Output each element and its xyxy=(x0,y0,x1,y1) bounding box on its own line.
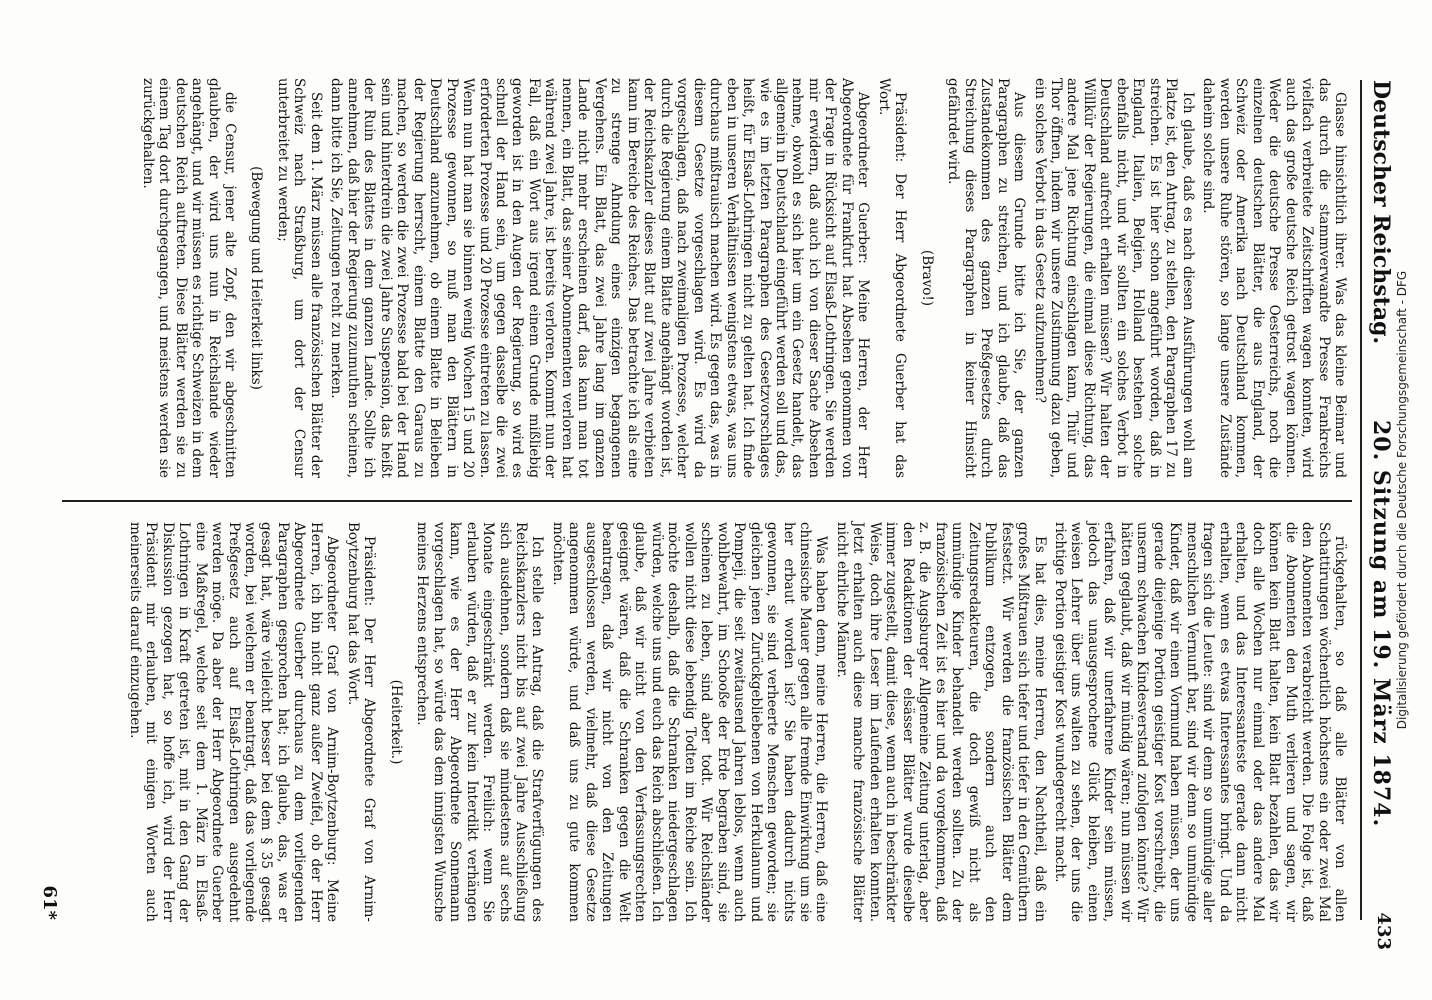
paragraph: Es hat dies, meine Herren, den Nachtheil, daß ein großes Mißtrauen sich tiefer und tiefer in den Gemüthern festsetzt. Wir werden die französischen Blätter dem Publikum entzogen, sondern auch den Zeitungsredakteuren, die doch gewiß nicht als unmündige Kinder behandelt werden sollten. Zu der französischen Zeit ist es hier und da vorgekommen, daß z. B. die Augsburger Allgemeine Zeitung unterlag, aber den Redaktionen der elsässer Blätter wurde dieselbe immer zugestellt, damit diese, wenn auch in beschränkter Weise, doch ihre Leser im Laufenden erhalten konnten. Jetzt erhalten auch diese manche französische Blätter nicht ehrliche Männer. xyxy=(833,522,1048,922)
signature-mark: 61* xyxy=(39,885,60,920)
paragraph: Abgeordneter Graf von Arnim-Boytzenburg: Meine Herren, ich bin nicht ganz außer Zweifel, ob der Herr Abgeordnete Guerber durchaus zu dem vorliegenden Paragraphen gesprochen hat; ich glaube, das, was er gesagt hat, wäre vielleicht besser bei dem § 35 gesagt worden, bei welchem er beantragt, daß das vorliegende Preßgesetz auch auf Elsaß-Lothringen ausgedehnt werden möge. Da aber der Herr Abgeordnete Guerber eine Maßregel, welche seit dem 1. März in Elsaß-Lothringen in Kraft getreten ist, mit in den Gang der Diskussion gezogen hat, so hoffe ich, wird der Herr Präsident mir erlauben, mit einigen Worten auch meinerseits darauf einzugehen. xyxy=(126,522,341,922)
paragraph: Präsident: Der Herr Abgeordnete Guerber hat das Wort. xyxy=(875,78,909,478)
digitization-note-text: Digitalisierung gefördert durch die Deutsche Forschungsgemeinschaft - DFG xyxy=(1395,270,1409,730)
page-number: 433 xyxy=(1373,912,1394,950)
journal-title: Deutscher Reichstag. xyxy=(1368,80,1394,345)
session-title: 20. Sitzung am 19. März 1874. xyxy=(1368,420,1394,828)
stage-direction: (Bravo!) xyxy=(918,249,935,307)
digitization-note xyxy=(1390,0,1430,1000)
paragraph: Ich stelle den Antrag, daß die Strafverfügungen des Reichskanzlers nicht bis auf zwei Jahre Ausschließung sich ausdehnen, sondern daß sie mindestens auf sechs Monate eingeschränkt werden. Freilich: wenn Sie erlauben würden, daß er zur kein Interdikt verhängen kann, wie es der Herr Abgeordnete Sonnemann vorgeschlagen hat, so würde das dem innigsten Wunsche meines Herzens entsprechen. xyxy=(414,522,546,922)
paragraph: Seit dem 1. März müssen alle französischen Blätter der Schweiz nach Straßburg, um dort der Censur unterbreitet zu werden; xyxy=(274,78,324,478)
stage-direction: (Bewegung und Heiterkeit links) xyxy=(248,166,265,390)
paragraph: Ich glaube, daß es nach diesen Ausführungen wohl am Platze ist, den Antrag, zu stellen, den Paragraphen 17 zu streichen. Es ist hier schon angeführt worden, daß in England, Italien, Belgien, Holland bestehen solche ebenfalls nicht, und wir sollten ein solches Verbot in Deutschland aufrecht erhalten müssen? Wir halten der Willkür der Regierungen, die einmal diese Richtung, das andere Mal jene Richtung einschlagen kann, Thür und Thor öffnen, indem wir unsere Zustimmung dazu geben, ein solches Verbot in das Gesetz aufzunehmen? xyxy=(1031,78,1196,478)
stage-direction: (Heiterkeit.) xyxy=(387,679,404,765)
paragraph: Präsident: Der Herr Abgeordnete Graf von Arnim-Boytzenburg hat das Wort. xyxy=(344,522,378,922)
paragraph: Aus diesem Grunde bitte ich Sie, der ganzen Paragraphen zu streichen, und ich glaube, daß das Zustandekommen des ganzen Preßgesetzes durch Streichung dieses Paragraphen in keiner Hinsicht gefährdet wird. xyxy=(945,78,1028,478)
header-rule xyxy=(1360,80,1362,920)
paragraph: Glasse hinsichtlich ihrer. Was das kleine Beimar und das durch die stammverwandte Presse Frankreichs vielfach verbreitete Zeitschriften wagen konnten, wird auch das große deutsche Reich getrost wagen können. Weder die deutsche Presse Oesterreichs, noch die einzelnen deutschen Blätter, die aus England, der Schweiz oder Amerika nach Deutschland kommen, werden unsere Ruhe stören, so lange unsere Zustände daheim solche sind. xyxy=(1200,78,1348,478)
paragraph: Was haben denn, meine Herren, die Herren, daß eine chinesische Mauer gegen alle fremde Einwirkung um sie her erbaut worden ist? Sie haben dadurch nichts gewonnen, sie sind verheerte Menschen geworden; sie gleichen jenen Zurückgebliebenen von Herkulanum und Pompeji, die seit zweitausend Jahren leblos, wenn auch wohlbewahrt, im Schooße der Erde begraben sind, sie scheinen zu leben, sind aber todt. Wir Reichsländer wollen nicht diese lebendig Todten im Reiche sein. Ich möchte deshalb, daß die Schranken niedergeschlagen würden, welche uns und euch das Reich abschließen. Ich glaube, daß wir nicht von den Verfassungsrechten geeignet wären, daß die Schranken gegen die Welt beantragen, daß wir nicht von den Zeitungen ausgeschlossen werden, vielmehr, daß diese Gesetze angenommen würde, und daß uns zu gute kommen möchten. xyxy=(549,522,830,922)
paragraph: die Censur, jener alte Zopf, den wir abgeschnitten glaubten, der wird uns nun in Reichslande wieder angehängt, und wir müssen es richtige Schweizen in dem deutschen Reich auftreten. Diese Blätter werden sie zu einem Tag dort durchgegangen, und meistens werden sie zurückgehalten. xyxy=(139,78,238,478)
paragraph: Abgeordneter Guerber: Meine Herren, der Herr Abgeordnete für Frankfurt hat Absehen genommen von der Frage in Rücksicht auf Elsaß-Lothringen. Sie werden mir erwidern, daß auch ich von dieser Sache Absehen nehme, obwohl es sich hier um ein Gesetz handelt, das allgemein in Deutschland eingeführt werden soll und das, wie es im letzten Paragraphen des Gesetzvorschlages heißt, für Elsaß-Lothringen nicht zu gelten hat. Ich finde eben in unseren Verhältnissen wenigstens etwas, was uns durchaus mißtrauisch machen wird. Es gegen das, was in diesem Gesetze vorgeschlagen wird. Es wird da vorgeschlagen, daß nach zweimaligen Prozesse, welcher durch die Regierung einem Blatte angehängt worden ist, der Reichskanzler dieses Blatt auf zwei Jahre verbieten kann im Bereiche des Reiches. Das betrachte ich als eine zu strenge Ahndung eines einzigen begangenen Vergehens. Ein Blatt, das zwei Jahre lang im ganzen Lande nicht mehr erscheinen darf, das kann man tot nennen, ein Blatt, das seiner Abonnementen verloren hat während zwei Jahre, ist bereits verloren. Kommt nun der Fall, daß ein Wort aus irgend einem Grunde mißliebig geworden ist in den Augen der Regierung, so wird es schnell der Hand sein, um gegen dasselbe die zwei erforderten Prozesse und 20 Prozesse eintreten zu lassen. Wenn nun hat man sie binnen wenig Wochen 15 und 20 Prozesse gewonnen, so muß man den Blättern in Deutschland anzunehmen, ob einem Blatte in Belieben der Regierung herrscht, einem Blatte den Garaus zu machen, so werden die zwei Prozesse bald bei der Hand sein und hinterdrein die zwei Jahre Suspension, das heißt der Ruin des Blattes in dem ganzen Lande. Sollte ich annehmen, daß hier der Regierung zuzumuthen scheinen, dann bitte ich Sie, Zeitungen recht zu merken. xyxy=(328,78,872,478)
left-column xyxy=(135,78,1348,478)
column-divider xyxy=(62,500,1352,502)
paragraph: rückgehalten, so daß alle Blätter von allen Schattirungen wöchentlich höchstens ein oder zwei Mal den Abonnenten verabreicht werden. Die Folge ist, daß die Abonnenten den Muth verlieren und sagen, wir können kein Blatt halten, kein Blatt bezahlen, das wir doch alle Wochen nur einmal oder das andere Mal erhalten, und das Interessanteste gerade dann nicht erhalten, wenn es etwas Interessantes bringt. Und da fragen sich die Leute: sind wir denn so unmündige aller menschlichen Vernunft bar, sind wir denn so unmündige Kinder, daß wir einen Vormund haben müssen, der uns gerade diejenige Portion geistiger Kost vorschreibt, die unserm schwachen Kindesverstand zufolgen könnte? Wir hätten geglaubt, daß wir mündig wären; nun müssen wir erfahren, daß wir unerfahrene Kinder sein müssen, jedoch das unausgesprochene Glück bleiben, einen weisen Lehrer über uns walten zu sehen, der uns die richtige Portion geistiger Kost wundegerecht macht. xyxy=(1052,522,1348,922)
right-column xyxy=(122,522,1348,922)
